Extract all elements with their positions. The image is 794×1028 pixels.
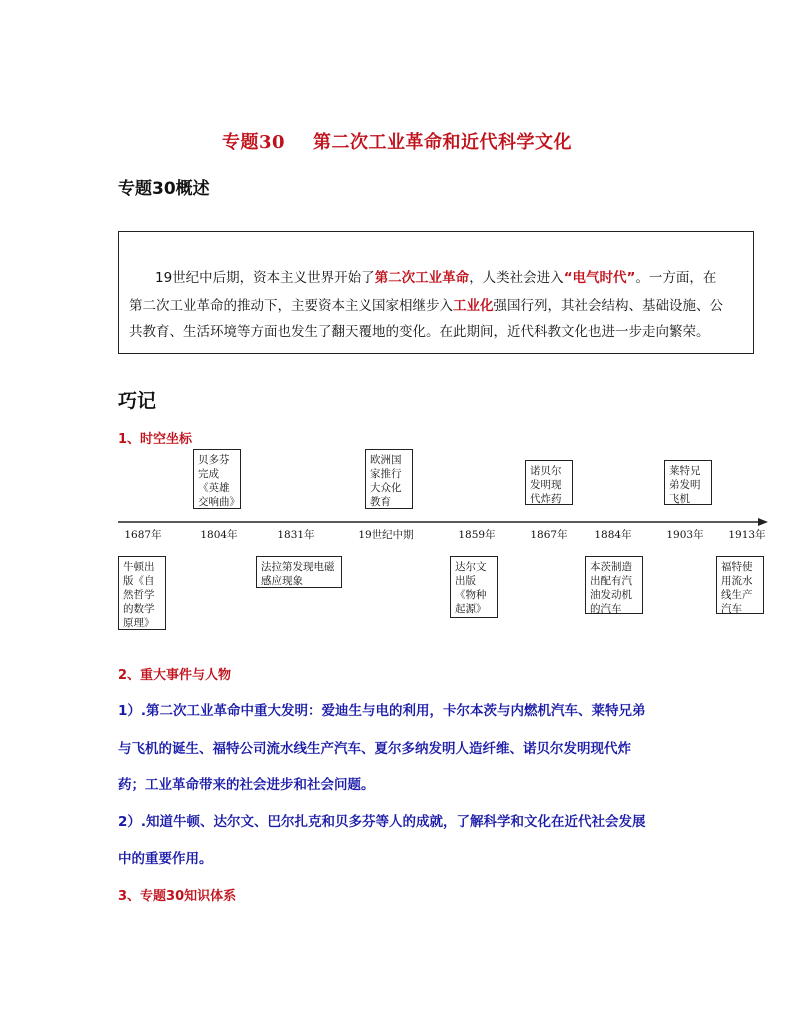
overview-highlight-electric-age: “电气时代”	[563, 270, 636, 286]
timeline-year: 1859年	[458, 529, 496, 541]
timeline-event: 贝多芬完成《英雄交响曲》	[193, 449, 241, 509]
title-text: 第二次工业革命和近代科学文化	[313, 132, 573, 153]
paragraph-1-line-1: 1）.第二次工业革命中重大发明：爱迪生与电的利用，卡尔本茨与内燃机汽车、莱特兄弟	[118, 703, 646, 719]
timeline-year: 1884年	[594, 529, 632, 541]
timeline-year: 1867年	[530, 529, 568, 541]
timeline-year: 19世纪中期	[358, 529, 414, 541]
memo-heading: 巧记	[118, 390, 157, 412]
overview-highlight-revolution: 第二次工业革命	[374, 270, 470, 286]
paragraph-1-line-3: 药；工业革命带来的社会进步和社会问题。	[118, 777, 375, 793]
overview-text: 第二次工业革命的推动下，主要资本主义国家相继步入	[129, 298, 453, 314]
overview-text: 。一方面，在	[635, 270, 717, 286]
paragraph-2-line-2: 中的重要作用。	[118, 851, 213, 867]
timeline-event: 莱特兄弟发明飞机	[664, 460, 712, 505]
overview-highlight-industrialization: 工业化	[453, 298, 494, 314]
timeline-event: 达尔文出版《物种起源》	[450, 556, 498, 618]
overview-text: 强国行列，其社会结构、基础设施、公	[493, 298, 723, 314]
overview-line-3: 共教育、生活环境等方面也发生了翻天覆地的变化。在此期间，近代科教文化也进一步走向繁荣。	[129, 324, 710, 340]
timeline-year: 1804年	[200, 529, 238, 541]
overview-text: 19世纪中后期，资本主义世界开始了	[155, 270, 375, 286]
overview-text: ，人类社会进入	[469, 270, 564, 286]
timeline-event: 福特使用流水线生产汽车	[716, 556, 764, 614]
section-3-heading: 3、专题30知识体系	[118, 889, 237, 904]
timeline-event: 本茨制造出配有汽油发动机的汽车	[585, 556, 643, 614]
timeline-year: 1913年	[728, 529, 766, 541]
section-1-heading: 1、时空坐标	[118, 432, 193, 447]
timeline-year: 1687年	[124, 529, 162, 541]
timeline-year: 1903年	[666, 529, 704, 541]
section-2-heading: 2、重大事件与人物	[118, 668, 232, 683]
timeline-event: 诺贝尔发明现代炸药	[525, 460, 573, 505]
timeline-event: 牛顿出版《自然哲学的数学原理》	[118, 556, 166, 630]
paragraph-2-line-1: 2）.知道牛顿、达尔文、巴尔扎克和贝多芬等人的成就，了解科学和文化在近代社会发展	[118, 814, 646, 830]
overview-heading: 专题30概述	[118, 179, 210, 199]
title-number: 专题30	[221, 132, 286, 153]
timeline-event: 法拉第发现电磁感应现象	[256, 556, 342, 588]
paragraph-1-line-2: 与飞机的诞生、福特公司流水线生产汽车、夏尔多纳发明人造纤维、诺贝尔发明现代炸	[118, 741, 631, 757]
timeline-event: 欧洲国家推行大众化教育	[365, 449, 413, 509]
timeline-year: 1831年	[277, 529, 315, 541]
